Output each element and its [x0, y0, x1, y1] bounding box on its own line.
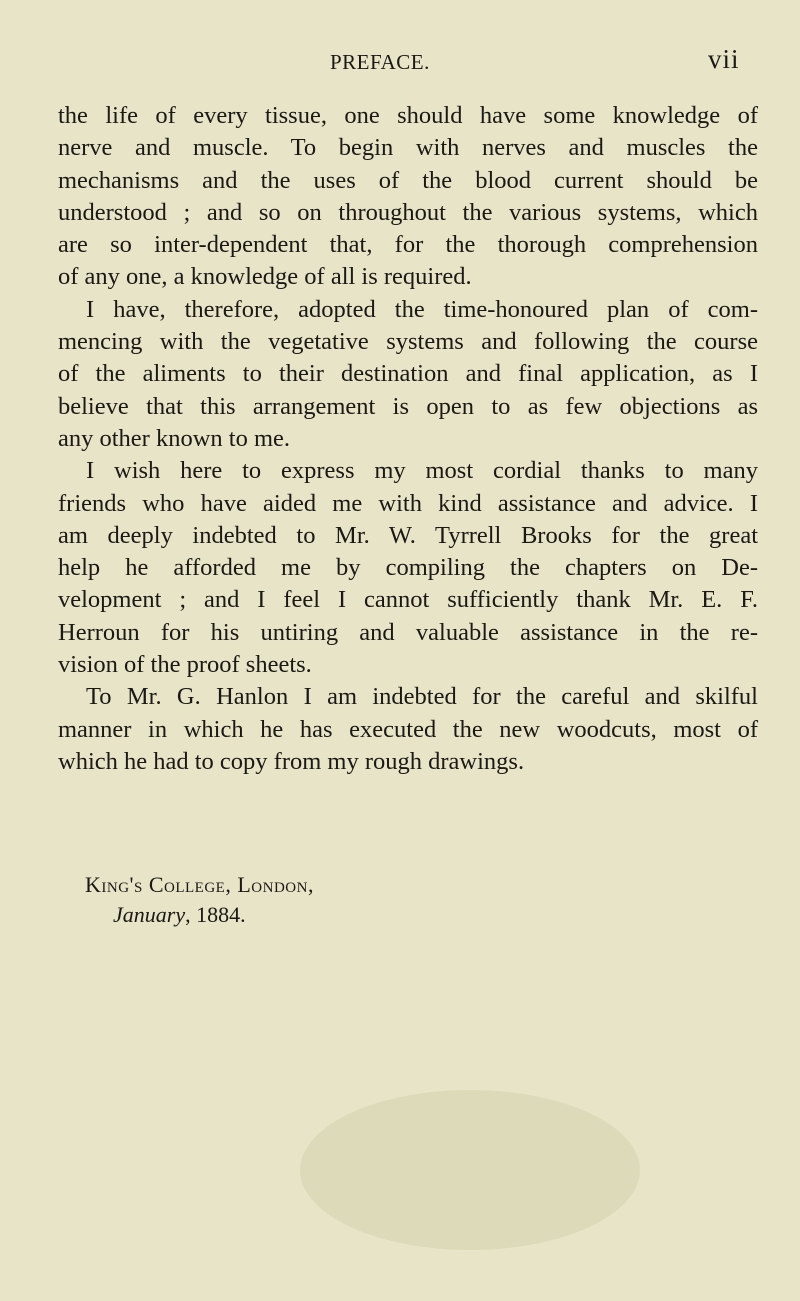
text-line: manner in which he has executed the new woodcuts, most of	[58, 715, 758, 743]
text-line: of any one, a knowledge of all is required.	[58, 263, 472, 291]
text-line: the life of every tissue, one should have some knowledge of	[58, 102, 758, 129]
text-line: which he had to copy from my rough drawings.	[58, 747, 525, 775]
text-line: are so inter-dependent that, for the thorough comprehension	[58, 231, 758, 259]
text-line: friends who have aided me with kind assistance and advice. I	[58, 489, 758, 517]
text-line: vision of the proof sheets.	[58, 651, 312, 679]
preface-body	[58, 100, 758, 778]
text-line: Herroun for his untiring and valuable assistance in the re-	[58, 618, 758, 646]
text-line: believe that this arrangement is open to as few objections as	[58, 392, 758, 420]
signature-month: January	[113, 902, 186, 927]
text-line: I wish here to express my most cordial thanks to many	[86, 457, 758, 485]
running-head: PREFACE.	[330, 50, 430, 74]
signature-block	[85, 870, 585, 930]
text-line: mencing with the vegetative systems and following the course	[58, 328, 758, 356]
page-number: vii	[708, 44, 740, 74]
signature-date	[85, 900, 585, 930]
text-line: velopment ; and I feel I cannot sufficiently thank Mr. E. F.	[58, 586, 758, 614]
text-line: am deeply indebted to Mr. W. Tyrrell Brooks for the great	[58, 521, 758, 549]
text-line: To Mr. G. Hanlon I am indebted for the careful and skilful	[86, 683, 758, 711]
text-line: mechanisms and the uses of the blood current should be	[58, 166, 758, 194]
text-line: understood ; and so on throughout the various systems, which	[58, 198, 758, 226]
page-header	[0, 44, 800, 84]
signature-place: King's College, London,	[85, 872, 314, 897]
text-line: I have, therefore, adopted the time-honoured plan of com-	[86, 295, 758, 323]
signature-year: , 1884.	[185, 902, 246, 927]
text-line: help he afforded me by compiling the chapters on De-	[58, 554, 758, 582]
text-line: any other known to me.	[58, 424, 291, 452]
text-line: nerve and muscle. To begin with nerves and muscles the	[58, 134, 758, 162]
paper-stain	[300, 1090, 640, 1250]
text-line: of the aliments to their destination and final application, as I	[58, 360, 758, 388]
